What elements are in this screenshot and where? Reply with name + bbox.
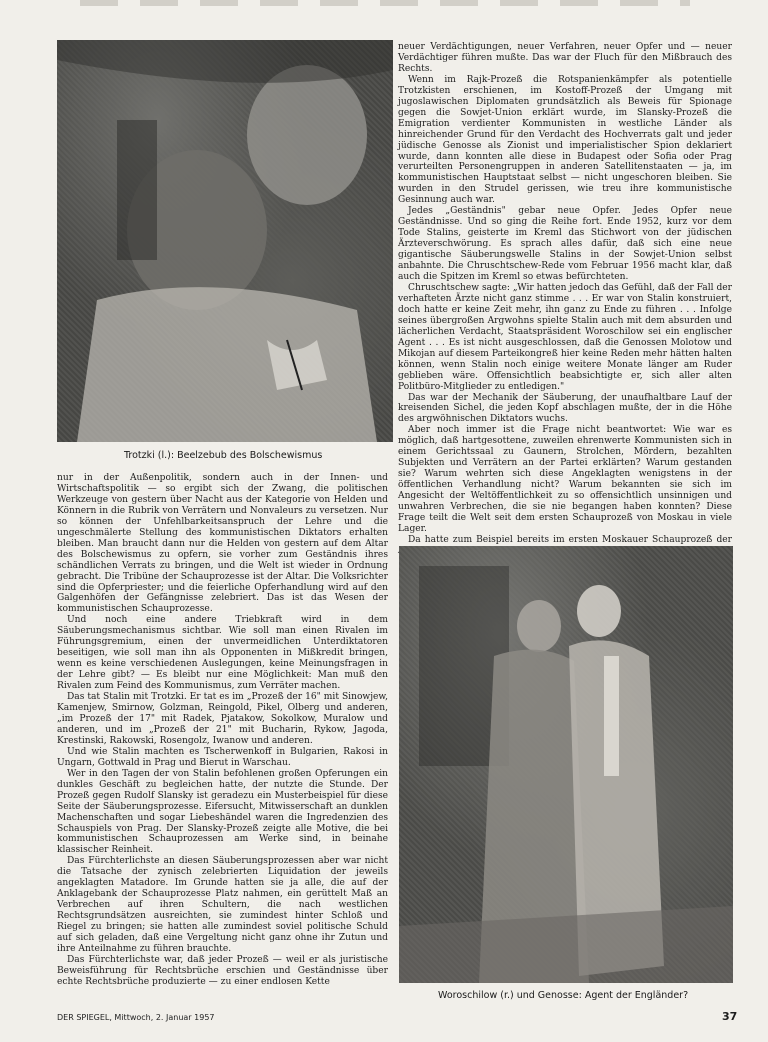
paragraph: Wer in den Tagen der von Stalin befohlenen großen Opferungen ein dunkles Geschäft zu begleichen hatte, der nutzte die Stunde. Der Prozeß gegen Rudolf Slansky ist geradezu ein Musterbeispiel für diese Seite der Säuberungsprozesse. Eifersucht, Mitwisserschaft an dunklen Machenschaften und sogar Liebeshändel waren die Ingredenzien des Schauspiels von Prag. Der Slansky-Prozeß zeigte alle Motive, die bei kommunistischen Schauprozessen am Werke sind, in beinahe klassischer Reinheit. <box>57 768 388 856</box>
paragraph: neuer Verdächtigungen, neuer Verfahren, neuer Opfer und — neuer Verdächtiger führen mußte. Das war der Fluch für den Mißbrauch des Rechts. <box>398 42 732 74</box>
paragraph: Chruschtschew sagte: „Wir hatten jedoch das Gefühl, daß der Fall der verhafteten Ärzte nicht ganz stimme . . . Er war von Stalin konstruiert, doch hatte er keine Zeit mehr, ihn ganz zu Ende zu führen . . . Infolge seines übergroßen Argwohns spielte Stalin auch mit dem absurden und lächerlichen Verdacht, Staatspräsident Woroschilow sei ein englischer Agent . . . Es ist nicht ausgeschlossen, daß die Genossen Molotow und Mikojan auf diesem Parteikongreß hier keine Reden mehr hätten halten können, wenn Stalin noch einige weitere Monate länger am Ruder geblieben wäre. Offensichtlich beabsichtigte er, sich aller alten Politbüro-Mitglieder zu entledigen." <box>398 282 732 392</box>
right-text-column <box>398 42 732 557</box>
top-edge-artifact <box>80 0 690 6</box>
paragraph: nur in der Außenpolitik, sondern auch in der Innen- und Wirtschaftspolitik — so ergibt sich der Zwang, die politischen Werkzeuge von gestern über Nacht aus der Kategorie von Helden und Könnern in die Rubrik von Verrätern und Nonvaleurs zu versetzen. Nur so können der Unfehlbarkeitsanspruch der Lehre und die ungeschmälerte Stellung des kommunistischen Diktators erhalten bleiben. Man braucht dann nur die Helden von gestern auf dem Altar des Bolschewismus zu opfern, sie vorher zum Geständnis ihres schändlichen Verrats zu bringen, und die Welt ist wieder in Ordnung gebracht. Die Tribüne der Schauprozesse ist der Altar. Die Volksrichter sind die Opferpriester; und die feierliche Opferhandlung wird auf den Galgenhöfen der Gefängnisse zelebriert. Das ist das Wesen der kommunistischen Schauprozesse. <box>57 473 388 615</box>
footer-publication: DER SPIEGEL, Mittwoch, 2. Januar 1957 <box>57 1013 215 1022</box>
paragraph: Da hatte zum Beispiel bereits im ersten Moskauer Schauprozeß der <box>408 534 732 545</box>
paragraph: Das tat Stalin mit Trotzki. Er tat es im „Prozeß der 16" mit Sinowjew, Kamenjew, Smirnow, Golzman, Reingold, Pikel, Olberg und anderen, „im Prozeß der 17" mit Radek, Pjatakow, Sokolkow, Muralow und anderen, und im „Prozeß der 21" mit Bucharin, Rykow, Jagoda, Krestinski, Rakowski, Rosengolz, Iwanow und anderen. <box>57 692 388 746</box>
photo-woroschilow-caption: Woroschilow (r.) und Genosse: Agent der Engländer? <box>438 990 689 1001</box>
paragraph: Jedes „Geständnis" gebar neue Opfer. Jedes Opfer neue Geständnisse. Und so ging die Reihe fort. Ende 1952, kurz vor dem Tode Stalins, geisterte im Kreml das Stichwort von der jüdischen Ärzteverschwörung. Es sprach alles dafür, daß sich eine neue gigantische Säuberungswelle Stalins in der Sowjet-Union selbst anbahnte. Die Chruschtschew-Rede vom Februar 1956 macht klar, daß auch die Spitzen im Kreml so etwas befürchteten. <box>398 206 732 283</box>
paragraph: Und noch eine andere Triebkraft wird in dem Säuberungsmechanismus sichtbar. Wie soll man einen Rivalen im Führungsgremium, einen der unvermeidlichen Unterdiktatoren beseitigen, wie soll man ihn als Opponenten in Mißkredit bringen, wenn es keine verschiedenen Auslegungen, keine Meinungsfragen in der Lehre gibt? — Es bleibt nur eine Möglichkeit: Man muß den Rivalen zum Feind des Kommunismus, zum Verräter machen. <box>57 615 388 692</box>
paragraph: Das Fürchterlichste war, daß jeder Prozeß — weil er als juristische Beweisführung für Rechtsbrüche erschien und Geständnisse über echte Rechtsbrüche produzierte — zu einer endlosen Kette <box>57 954 388 987</box>
paragraph: Und wie Stalin machten es Tscherwenkoff in Bulgarien, Rakosi in Ungarn, Gottwald in Prag und Bierut in Warschau. <box>57 746 388 768</box>
paragraph: Das Fürchterlichste an diesen Säuberungsprozessen aber war nicht die Tatsache der zynisch zelebrierten Liquidation der jeweils angeklagten Matadore. Im Grunde hatten sie ja alle, die auf der Anklagebank der Schauprozesse Platz nahmen, ein gerüttelt Maß an Verbrechen auf ihren Schultern, die nach westlichen Rechtsgrundsätzen ausreichten, sie zumindest hinter Schloß und Riegel zu bringen; sie hatten alle zumindest soviel politische Schuld auf sich geladen, daß eine Vergeltung nicht ganz ohne ihr Zutun und ihre Anteilnahme zu führen brauchte. <box>57 856 388 954</box>
photo-trotzki-caption: Trotzki (l.): Beelzebub des Bolschewismus <box>124 450 323 461</box>
photo-woroschilow <box>399 546 733 983</box>
photo-trotzki-illustration <box>57 40 393 442</box>
left-text-column <box>57 473 388 988</box>
paragraph: Wenn im Rajk-Prozeß die Rotspanienkämpfer als potentielle Trotzkisten erschienen, im Kostoff-Prozeß der Umgang mit jugoslawischen Diplomaten grundsätzlich als Beweis für Spionage gegen die Sowjet-Union erklärt wurde, im Slansky-Prozeß die Emigration verdienter Kommunisten in westliche Länder als hinreichender Grund für den Verdacht des Hochverrats galt und jeder jüdische Genosse als Zionist und imperialistischer Spion deklariert wurde, dann konnten alle diese in Budapest oder Sofia oder Prag verurteilten Personengruppen in anderen Satellitenstaaten — ja, im kommunistischen Hauptstaat selbst — nicht ungeschoren bleiben. Sie wurden in den Strudel gerissen, wie treu ihre kommunistische Gesinnung auch war. <box>398 74 732 206</box>
photo-trotzki <box>57 40 393 442</box>
paragraph: Aber noch immer ist die Frage nicht beantwortet: Wie war es möglich, daß hartgesottene, zuweilen ehrenwerte Kommunisten sich in einem Gerichtssaal zu Gaunern, Strolchen, Mördern, bezahlten Subjekten und Verrätern an der Partei erklärten? Warum gestanden sie? Warum wehrten sich diese Angeklagten wenigstens in der öffentlichen Verhandlung nicht? Warum bekannten sie sich im Angesicht der Weltöffentlichkeit zu so offensichtlich unsinnigen und unwahren Verbrechen, die sie nie begangen haben konnten? Diese Frage teilt die Welt seit dem ersten Schauprozeß von Moskau in viele Lager. <box>398 425 732 534</box>
page-number: 37 <box>722 1010 738 1023</box>
paragraph: Das war der Mechanik der Säuberung, der unaufhaltbare Lauf der kreisenden Sichel, die jeden Kopf abschlagen mußte, der in die Höhe des argwöhnischen Diktators wuchs. <box>398 392 732 425</box>
photo-woroschilow-illustration <box>399 546 733 983</box>
